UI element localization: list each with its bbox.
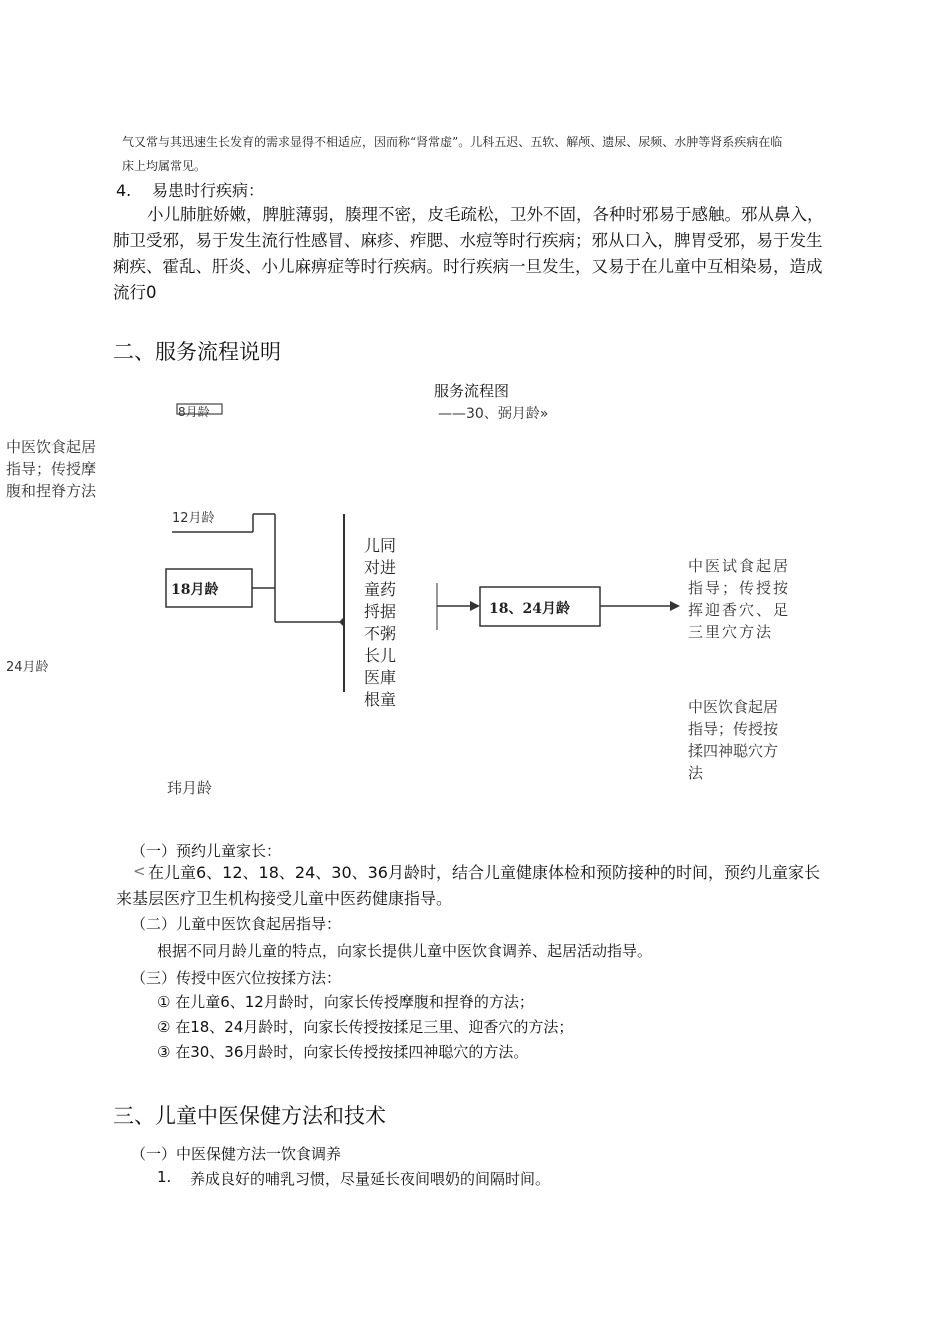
box-1824-label: 18、24月龄	[489, 601, 570, 617]
item4-paragraph: 小儿肺脏娇嫩，脾脏薄弱，腠理不密，皮毛疏松，卫外不固，各种时邪易于感触。邪从鼻入，肺卫受邪，易于发生流行性感冒、麻疹、痄腮、水痘等时行疾病；邪从口入，脾胃受邪，易于发生痢疾、霍乱、肝炎、小儿麻痹症等时行疾病。时行疾病一旦发生，又易于在儿童中互相染易，造成流行0	[113, 205, 824, 302]
sub2-title: （二）儿童中医饮食起居指导：	[131, 915, 342, 933]
top-left-box-label: 8月龄	[178, 405, 210, 419]
sub3-title: （三）传授中医穴位按揉方法：	[131, 969, 342, 987]
section3-sub1-title: （一）中医保健方法一饮食调养	[131, 1145, 342, 1163]
section3-heading: 三、儿童中医保健方法和技术	[113, 1104, 386, 1128]
arrowhead-1824	[470, 601, 480, 611]
sub1-text: 在儿童6、12、18、24、30、36月龄时，结合儿童健康体检和预防接种的时间，预约儿童家长来基层医疗卫生机构接受儿童中医药健康指导。	[116, 863, 820, 908]
box-18m-label: 18月龄	[171, 582, 219, 598]
sub3-item-3: ③ 在30、36月龄时，向家长传授按揉四神聪穴的方法。	[157, 1043, 529, 1061]
bottom-month-label: 玮月龄	[167, 779, 213, 797]
intro-line-1: 气又常与其迅速生长发育的需求显得不相适应，因而称“肾常虚”。儿科五迟、五软、解颅、遗尿、尿频、水肿等肾系疾病在临	[122, 135, 783, 149]
right-guidance-text-1: 中医试食起居指导；传授按挥迎香穴、足三里穴方法	[688, 557, 791, 641]
sub1-mark: <	[133, 862, 146, 880]
section2-heading: 二、服务流程说明	[113, 340, 281, 364]
sub3-item-1: ① 在儿童6、12月龄时，向家长传授摩腹和捏脊的方法；	[157, 993, 534, 1011]
section3-item1-text: 养成良好的哺乳习惯，尽量延长夜间喂奶的间隔时间。	[190, 1170, 551, 1188]
arrowhead-right	[670, 601, 680, 611]
left-guidance-text: 中医饮食起居指导；传授摩腹和捏脊方法	[6, 438, 97, 500]
intro-line-2: 床上均属常见。	[122, 159, 207, 173]
top-right-label: ——30、弼月龄»	[438, 406, 549, 422]
item4-number: 4.	[116, 181, 132, 200]
section3-item1-number: 1.	[157, 1168, 172, 1186]
right-guidance-text-2: 中医饮食起居指导；传授按揉四神聪穴方法	[688, 698, 779, 782]
center-vertical-text: 儿同对进童药捋据不粥长儿医庫根童	[364, 536, 397, 709]
diagram-title: 服务流程图	[434, 382, 510, 400]
label-24m: 24月龄	[6, 660, 49, 675]
item4-title: 易患时行疾病：	[152, 181, 265, 200]
sub1-title: （一）预约儿童家长：	[131, 842, 282, 860]
label-12m: 12月龄	[172, 511, 215, 526]
sub3-item-2: ② 在18、24月龄时，向家长传授按揉足三里、迎香穴的方法；	[157, 1018, 574, 1036]
sub2-text: 根据不同月龄儿童的特点，向家长提供儿童中医饮食调养、起居活动指导。	[157, 942, 653, 960]
